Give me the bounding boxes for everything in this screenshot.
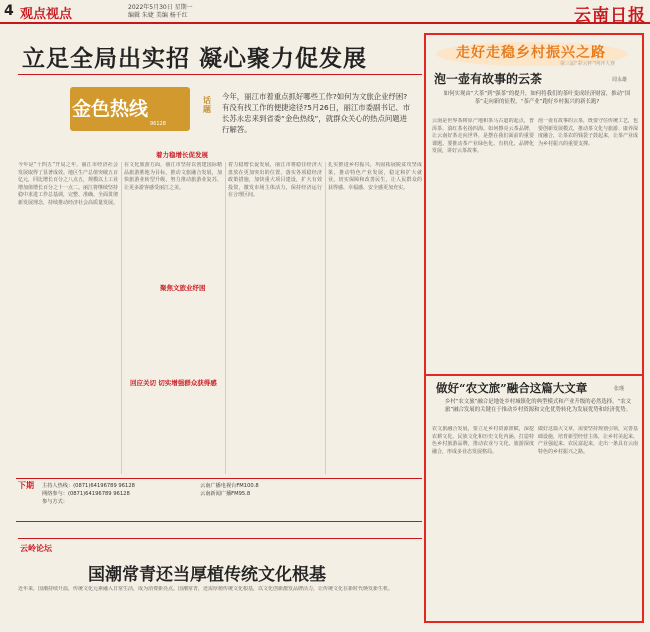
article2-intro: 乡村“农文旅”融合是地处乡村城镇化的典型模式和产业升级的必然选择，“农文旅”融合发展的关键在于推动乡村资源和文化优势转化为发展优势和经济优势。 — [444, 399, 632, 413]
newspaper-logo: 云南日报 — [574, 6, 646, 26]
column-divider — [121, 162, 122, 474]
article2-headline: 做好“农文旅”融合这篇大文章 — [436, 381, 588, 395]
article-column-3: 着力稳增长促发展，丽江市将稳住经济大盘放在更加突出的位置，落实各项稳经济政策措施，加快重大项目建设，扩大有效投资，激发市场主体活力，保持经济运行在合理区间。 — [228, 162, 322, 199]
subhead-2: 聚焦文旅业纾困 — [160, 284, 206, 292]
forum-label: 云岭论坛 — [20, 544, 52, 553]
column-tag: 话题 — [203, 96, 211, 114]
article-column-1: 今年是“十四五”开局之年，丽江市经济社会发展取得了显著成效。地区生产总值突破五百亿元，同比增长百分之八点五，规模以上工业增加值增长百分之十一点二。丽江将继续坚持稳中求进工作总基调，完整、准确、全面贯彻新发展理念，持续推动经济社会高质量发展。 — [18, 162, 118, 206]
article1-column-1: 云南是世界茶树原产地和茶马古道的起点，普洱茶、滇红茶名扬四海。如何擦亮云茶品牌，让云南好茶走向世界，是摆在我们面前的重要课题。要推动茶产业绿色化、有机化、品牌化发展，讲好云茶故事。 — [432, 118, 534, 155]
info-line: 主持人热线：(0871)64196789 96128 — [42, 483, 135, 489]
article1-column-2: 泡一壶有故事的云茶，既要守住传统工艺，也要创新发展模式，推动茶文化与旅游、康养深度融合，让茶农的钱袋子鼓起来，让茶产业成为乡村振兴的重要支撑。 — [538, 118, 638, 147]
lower-article-text: 近年来，国潮持续升温，传统文化元素融入日常生活，成为消费新亮点。国潮常青，还需厚植传统文化根基，以文化创新激发品牌活力，让传统文化在新时代焕发新生机。 — [18, 586, 394, 592]
info-line: 云南新闻广播FM95.8 — [200, 491, 251, 497]
article2-author: 张瑾 — [614, 386, 625, 392]
date-text: 2022年5月30日 星期一 — [128, 4, 193, 11]
article1-author: 周永雄 — [612, 77, 628, 83]
lower-rule — [18, 538, 422, 539]
page-number: 4 — [4, 3, 14, 19]
banner-subtitle: 第三届“彩云杯”网评大赛 — [560, 61, 616, 67]
column-divider — [225, 162, 226, 474]
article-column-4: 扎实推进乡村振兴，巩固拓展脱贫攻坚成果，推动特色产业发展，稳定和扩大就业，切实保障和改善民生，让人民群众的获得感、幸福感、安全感更加充实。 — [328, 162, 422, 191]
article1-intro: 如何实现由“大茶”到“强茶”的提升，如何将我们的茶叶变成经济财富，推动“国茶”走向新的征程，“茶产业”跑好乡村振兴的新长跑? — [443, 91, 631, 105]
section-name: 观点视点 — [20, 7, 73, 22]
masthead — [0, 0, 650, 24]
article1-headline: 泡一壶有故事的云茶 — [434, 72, 543, 86]
editors-text: 编辑 朱婕 美编 杨千红 — [128, 12, 188, 19]
feature-divider — [426, 374, 642, 376]
main-headline: 立足全局出实招 凝心聚力促发展 — [22, 45, 368, 72]
info-box-title: 下期 — [18, 481, 34, 490]
article2-column-2: 做好这篇大文章，需要坚持规划引领，完善基础设施，培育新型经营主体，让乡村美起来、产业强起来、农民富起来，走出一条具有云南特色的乡村振兴之路。 — [538, 426, 638, 455]
hot-topic-title: 金色热线 — [72, 98, 149, 120]
info-line: 参与方式： — [42, 499, 68, 505]
subhead-1: 着力稳增长促发展 — [156, 151, 208, 159]
lower-headline: 国潮常青还当厚植传统文化根基 — [88, 565, 326, 585]
info-line: 云南广播电视台FM100.8 — [200, 483, 259, 489]
article-column-2: 在文化旅游方面，丽江市坚持以创建国际精品旅游胜地为目标，推动文旅融合发展，加快旅游业转型升级，努力推动旅游业复苏，让更多游客感受丽江之美。 — [124, 162, 222, 191]
subhead-3: 回应关切 切实增强群众获得感 — [130, 379, 217, 387]
info-line: 网络参与：(0871)64196789 96128 — [42, 491, 130, 497]
hot-topic-number: 96128 — [150, 121, 166, 127]
column-divider — [325, 162, 326, 474]
banner-title: 走好走稳乡村振兴之路 — [456, 45, 606, 61]
hot-topic-intro: 今年，丽江市着重点抓好哪些工作?如何为文旅企业纾困?有没有找工作的便捷途径?5月26日，丽江市委副书记、市长苏永忠来到省委“金色热线”，就群众关心的热点问题进行解答。 — [222, 92, 411, 134]
date-line — [128, 4, 193, 20]
headline-rule — [18, 74, 422, 75]
article2-column-1: 农文旅融合发展，要立足乡村资源禀赋，深挖农耕文化、民族文化和历史文化内涵，打造特色乡村旅游品牌，推动农业与文化、旅游深度融合，形成多业态发展格局。 — [432, 426, 534, 455]
